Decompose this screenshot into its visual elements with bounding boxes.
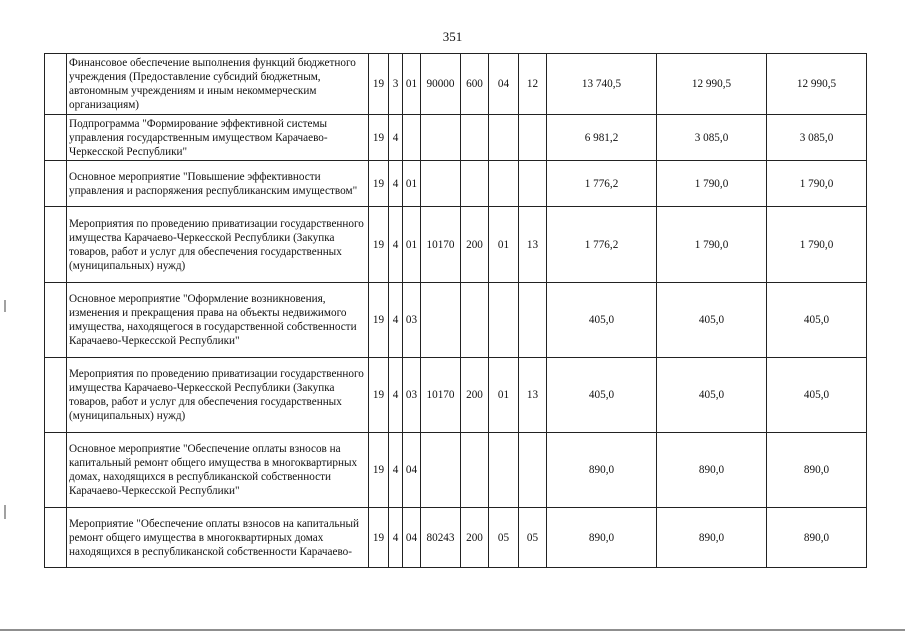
code-subsection-cell: [519, 115, 547, 161]
amount-year1-cell: 1 776,2: [547, 161, 657, 207]
amount-year1-cell: 6 981,2: [547, 115, 657, 161]
amount-year2-cell: 890,0: [657, 508, 767, 568]
code-expense-type-cell: [461, 161, 489, 207]
code-program-cell: 4: [389, 508, 403, 568]
row-margin-cell: [45, 283, 67, 358]
code-ministry-cell: 19: [369, 54, 389, 115]
code-subsection-cell: 13: [519, 358, 547, 433]
code-subsection-cell: [519, 433, 547, 508]
code-expense-type-cell: 200: [461, 207, 489, 283]
code-direction-cell: [421, 283, 461, 358]
code-expense-type-cell: 200: [461, 358, 489, 433]
amount-year2-cell: 890,0: [657, 433, 767, 508]
row-margin-cell: [45, 508, 67, 568]
table-row: [45, 207, 867, 283]
amount-year2-cell: 405,0: [657, 358, 767, 433]
amount-year1-cell: 405,0: [547, 358, 657, 433]
amount-year2-cell: 3 085,0: [657, 115, 767, 161]
row-name-cell: Мероприятия по проведению приватизации государственного имущества Карачаево-Черкесской Республики (Закупка товаров, работ и услуг для обеспечения государственных (муниципальных) нужд): [67, 207, 369, 283]
scan-mark: [4, 505, 6, 519]
amount-year3-cell: 405,0: [767, 358, 867, 433]
amount-year2-cell: 405,0: [657, 283, 767, 358]
code-direction-cell: [421, 115, 461, 161]
amount-year2-cell: 12 990,5: [657, 54, 767, 115]
code-direction-cell: 90000: [421, 54, 461, 115]
table-row: [45, 508, 867, 568]
code-direction-cell: 10170: [421, 358, 461, 433]
row-margin-cell: [45, 161, 67, 207]
row-margin-cell: [45, 115, 67, 161]
row-name-cell: Основное мероприятие "Повышение эффективности управления и распоряжения республиканским имуществом": [67, 161, 369, 207]
code-ministry-cell: 19: [369, 115, 389, 161]
code-expense-type-cell: [461, 433, 489, 508]
code-subprogram-cell: 04: [403, 433, 421, 508]
code-expense-type-cell: 600: [461, 54, 489, 115]
row-name-cell: Основное мероприятие "Оформление возникновения, изменения и прекращения права на объекты недвижимого имущества, находящегося в государственной собственности Карачаево-Черкесской Республики": [67, 283, 369, 358]
table-row: [45, 54, 867, 115]
amount-year3-cell: 12 990,5: [767, 54, 867, 115]
code-ministry-cell: 19: [369, 207, 389, 283]
code-expense-type-cell: [461, 115, 489, 161]
code-subsection-cell: [519, 161, 547, 207]
row-margin-cell: [45, 54, 67, 115]
code-subsection-cell: 13: [519, 207, 547, 283]
code-ministry-cell: 19: [369, 508, 389, 568]
row-name-cell: Мероприятие "Обеспечение оплаты взносов на капитальный ремонт общего имущества в многоквартирных домах находящихся в республиканской собственности Карачаево-: [67, 508, 369, 568]
code-direction-cell: 10170: [421, 207, 461, 283]
row-name-cell: Подпрограмма "Формирование эффективной системы управления государственным имуществом Карачаево-Черкесской Республики": [67, 115, 369, 161]
code-subprogram-cell: [403, 115, 421, 161]
amount-year1-cell: 890,0: [547, 433, 657, 508]
code-subprogram-cell: 01: [403, 207, 421, 283]
code-direction-cell: [421, 433, 461, 508]
row-name-cell: Мероприятия по проведению приватизации государственного имущества Карачаево-Черкесской Республики (Закупка товаров, работ и услуг для обеспечения государственных (муниципальных) нужд): [67, 358, 369, 433]
amount-year1-cell: 890,0: [547, 508, 657, 568]
row-margin-cell: [45, 358, 67, 433]
code-direction-cell: [421, 161, 461, 207]
code-section-cell: 04: [489, 54, 519, 115]
code-program-cell: 4: [389, 207, 403, 283]
row-name-cell: Финансовое обеспечение выполнения функций бюджетного учреждения (Предоставление субсидий бюджетным, автономным учреждениям и иным некоммерческим организациям): [67, 54, 369, 115]
row-margin-cell: [45, 433, 67, 508]
code-subprogram-cell: 03: [403, 358, 421, 433]
budget-table: [44, 53, 867, 568]
table-row: [45, 115, 867, 161]
code-section-cell: [489, 283, 519, 358]
table-row: [45, 283, 867, 358]
code-section-cell: 05: [489, 508, 519, 568]
amount-year1-cell: 13 740,5: [547, 54, 657, 115]
code-subprogram-cell: 03: [403, 283, 421, 358]
code-program-cell: 4: [389, 283, 403, 358]
code-program-cell: 4: [389, 115, 403, 161]
scan-edge-line: [0, 629, 905, 631]
code-subsection-cell: 12: [519, 54, 547, 115]
amount-year3-cell: 890,0: [767, 433, 867, 508]
code-direction-cell: 80243: [421, 508, 461, 568]
code-program-cell: 3: [389, 54, 403, 115]
code-section-cell: 01: [489, 358, 519, 433]
code-program-cell: 4: [389, 161, 403, 207]
amount-year1-cell: 405,0: [547, 283, 657, 358]
code-program-cell: 4: [389, 433, 403, 508]
code-ministry-cell: 19: [369, 161, 389, 207]
code-program-cell: 4: [389, 358, 403, 433]
amount-year3-cell: 3 085,0: [767, 115, 867, 161]
amount-year3-cell: 890,0: [767, 508, 867, 568]
code-section-cell: 01: [489, 207, 519, 283]
row-name-cell: Основное мероприятие "Обеспечение оплаты взносов на капитальный ремонт общего имущества в многоквартирных домах, находящихся в республиканской собственности Карачаево-Черкесской Республики": [67, 433, 369, 508]
amount-year3-cell: 1 790,0: [767, 207, 867, 283]
scan-mark: [4, 300, 6, 312]
code-ministry-cell: 19: [369, 358, 389, 433]
code-expense-type-cell: 200: [461, 508, 489, 568]
code-subsection-cell: [519, 283, 547, 358]
code-subprogram-cell: 01: [403, 54, 421, 115]
table-row: [45, 433, 867, 508]
page-number: 351: [442, 29, 463, 44]
code-ministry-cell: 19: [369, 283, 389, 358]
table-row: [45, 358, 867, 433]
amount-year3-cell: 1 790,0: [767, 161, 867, 207]
code-expense-type-cell: [461, 283, 489, 358]
row-margin-cell: [45, 207, 67, 283]
table-row: [45, 161, 867, 207]
code-section-cell: [489, 433, 519, 508]
amount-year1-cell: 1 776,2: [547, 207, 657, 283]
code-subsection-cell: 05: [519, 508, 547, 568]
code-section-cell: [489, 161, 519, 207]
amount-year2-cell: 1 790,0: [657, 207, 767, 283]
amount-year3-cell: 405,0: [767, 283, 867, 358]
code-section-cell: [489, 115, 519, 161]
code-ministry-cell: 19: [369, 433, 389, 508]
code-subprogram-cell: 04: [403, 508, 421, 568]
code-subprogram-cell: 01: [403, 161, 421, 207]
amount-year2-cell: 1 790,0: [657, 161, 767, 207]
